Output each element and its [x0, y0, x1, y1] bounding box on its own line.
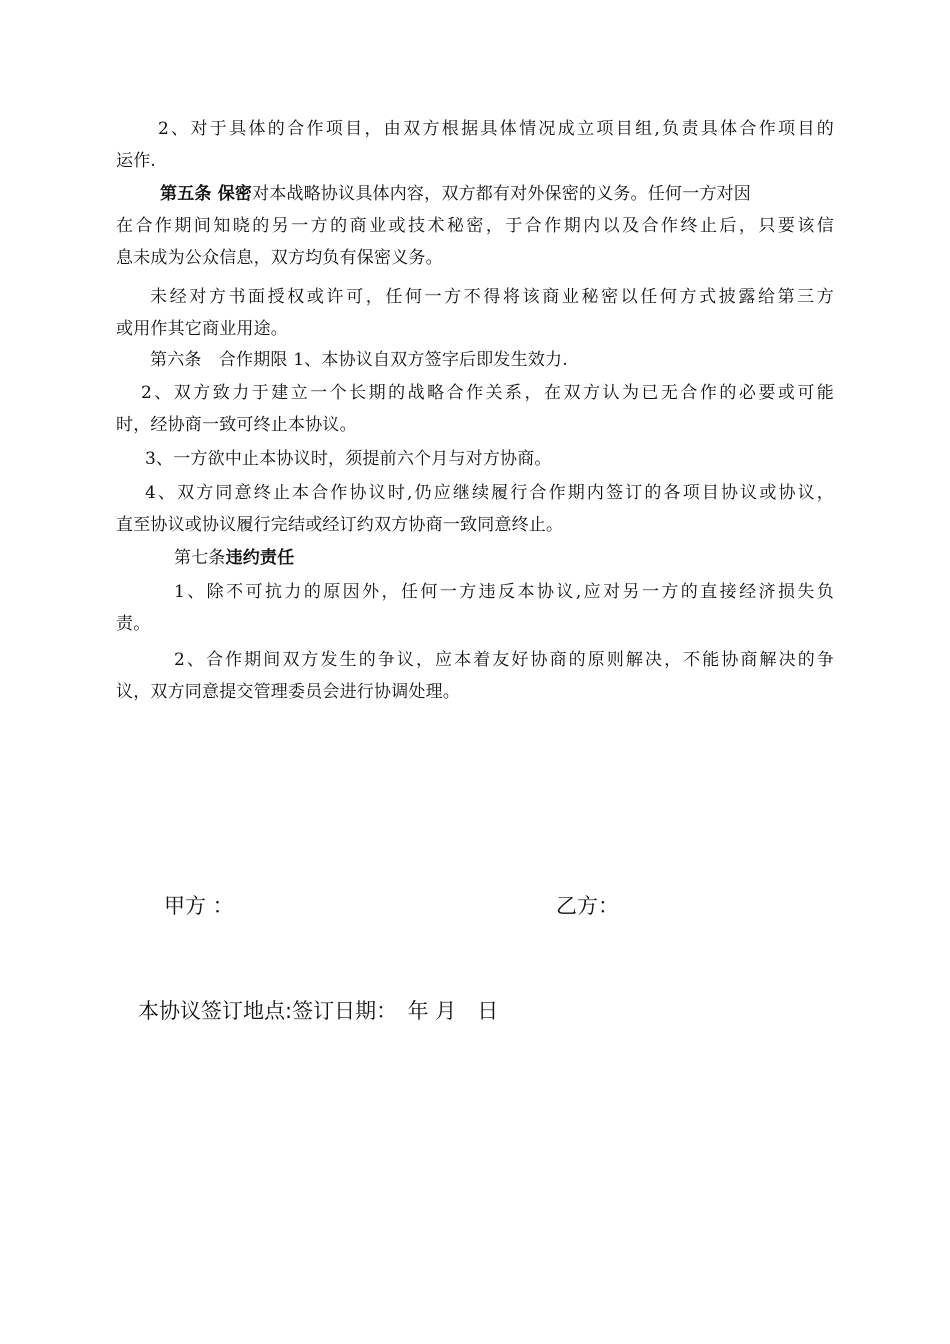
paragraph-line: 未经对方书面授权或许可，任何一方不得将该商业秘密以任何方式披露给第三方	[150, 287, 834, 307]
paragraph-line: 责。	[116, 614, 151, 634]
article-7-title: 违约责任	[225, 548, 295, 568]
paragraph-line: 1、除不可抗力的原因外，任何一方违反本协议,应对另一方的直接经济损失负	[174, 582, 834, 602]
paragraph-line: 2、对于具体的合作项目，由双方根据具体情况成立项目组,负责具体合作项目的	[158, 119, 834, 139]
signing-place-date: 本协议签订地点:签订日期： 年 月 日	[138, 999, 499, 1023]
article-5-line	[160, 182, 751, 206]
paragraph-line: 直至协议或协议履行完结或经订约双方协商一致同意终止。	[116, 515, 564, 535]
paragraph-line: 或用作其它商业用途。	[116, 319, 288, 339]
paragraph-line: 时，经协商一致可终止本协议。	[116, 415, 357, 435]
article-6-heading: 第六条 合作期限 1、本协议自双方签字后即发生效力.	[150, 350, 568, 370]
party-b-label: 乙方：	[556, 894, 619, 918]
paragraph-line: 2、合作期间双方发生的争议，应本着友好协商的原则解决，不能协商解决的争	[174, 650, 834, 670]
paragraph-line: 4、双方同意终止本合作协议时,仍应继续履行合作期内签订的各项目协议或协议，	[145, 483, 834, 503]
paragraph-line: 运作.	[116, 151, 157, 171]
party-a-label: 甲方 ：	[164, 894, 234, 918]
paragraph-line: 议，双方同意提交管理委员会进行协调处理。	[116, 682, 460, 702]
paragraph-line: 息未成为公众信息，双方均负有保密义务。	[116, 248, 443, 268]
paragraph-text: 对本战略协议具体内容，双方都有对外保密的义务。任何一方对因	[252, 184, 751, 204]
paragraph-line: 2、双方致力于建立一个长期的战略合作关系，在双方认为已无合作的必要或可能	[141, 383, 834, 403]
paragraph-line: 在合作期间知晓的另一方的商业或技术秘密，于合作期内以及合作终止后，只要该信	[116, 216, 834, 236]
article-7-heading	[174, 546, 294, 570]
paragraph-line: 3、一方欲中止本协议时，须提前六个月与对方协商。	[145, 449, 552, 469]
article-5-title: 第五条 保密	[160, 184, 253, 204]
article-7-prefix: 第七条	[174, 548, 226, 568]
